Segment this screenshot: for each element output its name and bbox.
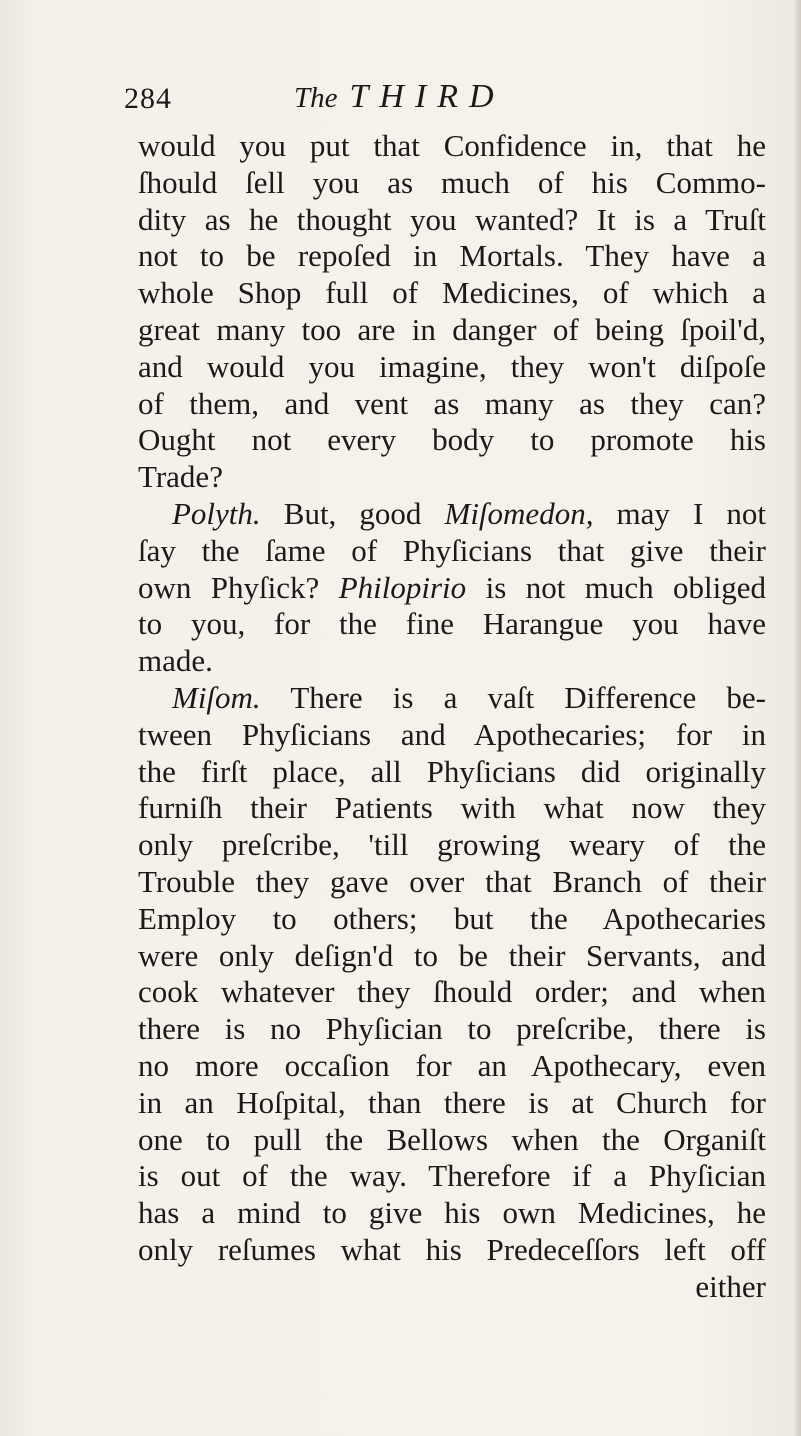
text-line: Trouble they gave over that Branch of their bbox=[138, 863, 766, 899]
text-line: Trade? bbox=[138, 459, 223, 495]
page-edge-shadow bbox=[793, 0, 801, 1436]
text-line: has a mind to give his own Medicines, he bbox=[138, 1195, 766, 1231]
text-line: not to be repoſed in Mortals. They have a bbox=[138, 238, 766, 274]
addressee-name: Miſomedon, bbox=[444, 495, 594, 531]
text-line: Employ to others; but the Apothecaries bbox=[138, 900, 766, 936]
text-span: own Phyſick? bbox=[138, 569, 320, 605]
speech-polyth-line bbox=[138, 496, 766, 533]
text-line: were only deſign'd to be their Servants, and bbox=[138, 937, 766, 973]
text-line: no more occaſion for an Apothecary, even bbox=[138, 1047, 766, 1083]
body-text bbox=[138, 128, 766, 1306]
running-head bbox=[294, 78, 505, 116]
page-header bbox=[124, 74, 724, 124]
text-line: only reſumes what his Predeceſſors left off bbox=[138, 1231, 766, 1267]
text-line: one to pull the Bellows when the Organiſt bbox=[138, 1121, 766, 1157]
text-line: made. bbox=[138, 643, 213, 679]
text-line: cook whatever they ſhould order; and when bbox=[138, 974, 766, 1010]
text-line: there is no Phyſician to preſcribe, there is bbox=[138, 1011, 766, 1047]
page-number: 284 bbox=[124, 82, 172, 115]
text-line: in an Hoſpital, than there is at Church for bbox=[138, 1084, 766, 1120]
text-line: furniſh their Patients with what now they bbox=[138, 790, 766, 826]
text-line: ſhould ſell you as much of his Commo- bbox=[138, 164, 766, 200]
text-line: is out of the way. Therefore if a Phyſician bbox=[138, 1158, 766, 1194]
text-line: would you put that Confidence in, that he bbox=[138, 128, 766, 163]
running-head-article: The bbox=[294, 82, 338, 114]
speaker-label: Miſom. bbox=[172, 679, 261, 715]
speech-polyth-line bbox=[138, 570, 766, 607]
running-head-title: THIRD bbox=[349, 78, 505, 115]
text-line: ſay the ſame of Phyſicians that give their bbox=[138, 532, 766, 568]
text-line: dity as he thought you wanted? It is a Truſt bbox=[138, 201, 766, 237]
speech-misom-line bbox=[138, 680, 766, 717]
text-line: Ought not every body to promote his bbox=[138, 422, 766, 458]
text-line: whole Shop full of Medicines, of which a bbox=[138, 275, 766, 311]
text-line: tween Phyſicians and Apothecaries; for in bbox=[138, 716, 766, 752]
text-line: to you, for the fine Harangue you have bbox=[138, 606, 766, 642]
catchword: either bbox=[695, 1268, 766, 1304]
text-span: There is a vaſt Difference be- bbox=[290, 679, 766, 715]
text-line: of them, and vent as many as they can? bbox=[138, 385, 766, 421]
speaker-label: Polyth. bbox=[172, 495, 261, 531]
text-span: But, good bbox=[283, 495, 422, 531]
text-span: is not much obliged bbox=[485, 569, 766, 605]
text-line: only preſcribe, 'till growing weary of the bbox=[138, 827, 766, 863]
text-span: may I not bbox=[616, 495, 767, 531]
text-line: the firſt place, all Phyſicians did originally bbox=[138, 753, 766, 789]
text-line: great many too are in danger of being ſpoil'd, bbox=[138, 311, 766, 347]
text-line: and would you imagine, they won't diſpoſe bbox=[138, 348, 766, 384]
character-name: Philopirio bbox=[338, 569, 467, 605]
